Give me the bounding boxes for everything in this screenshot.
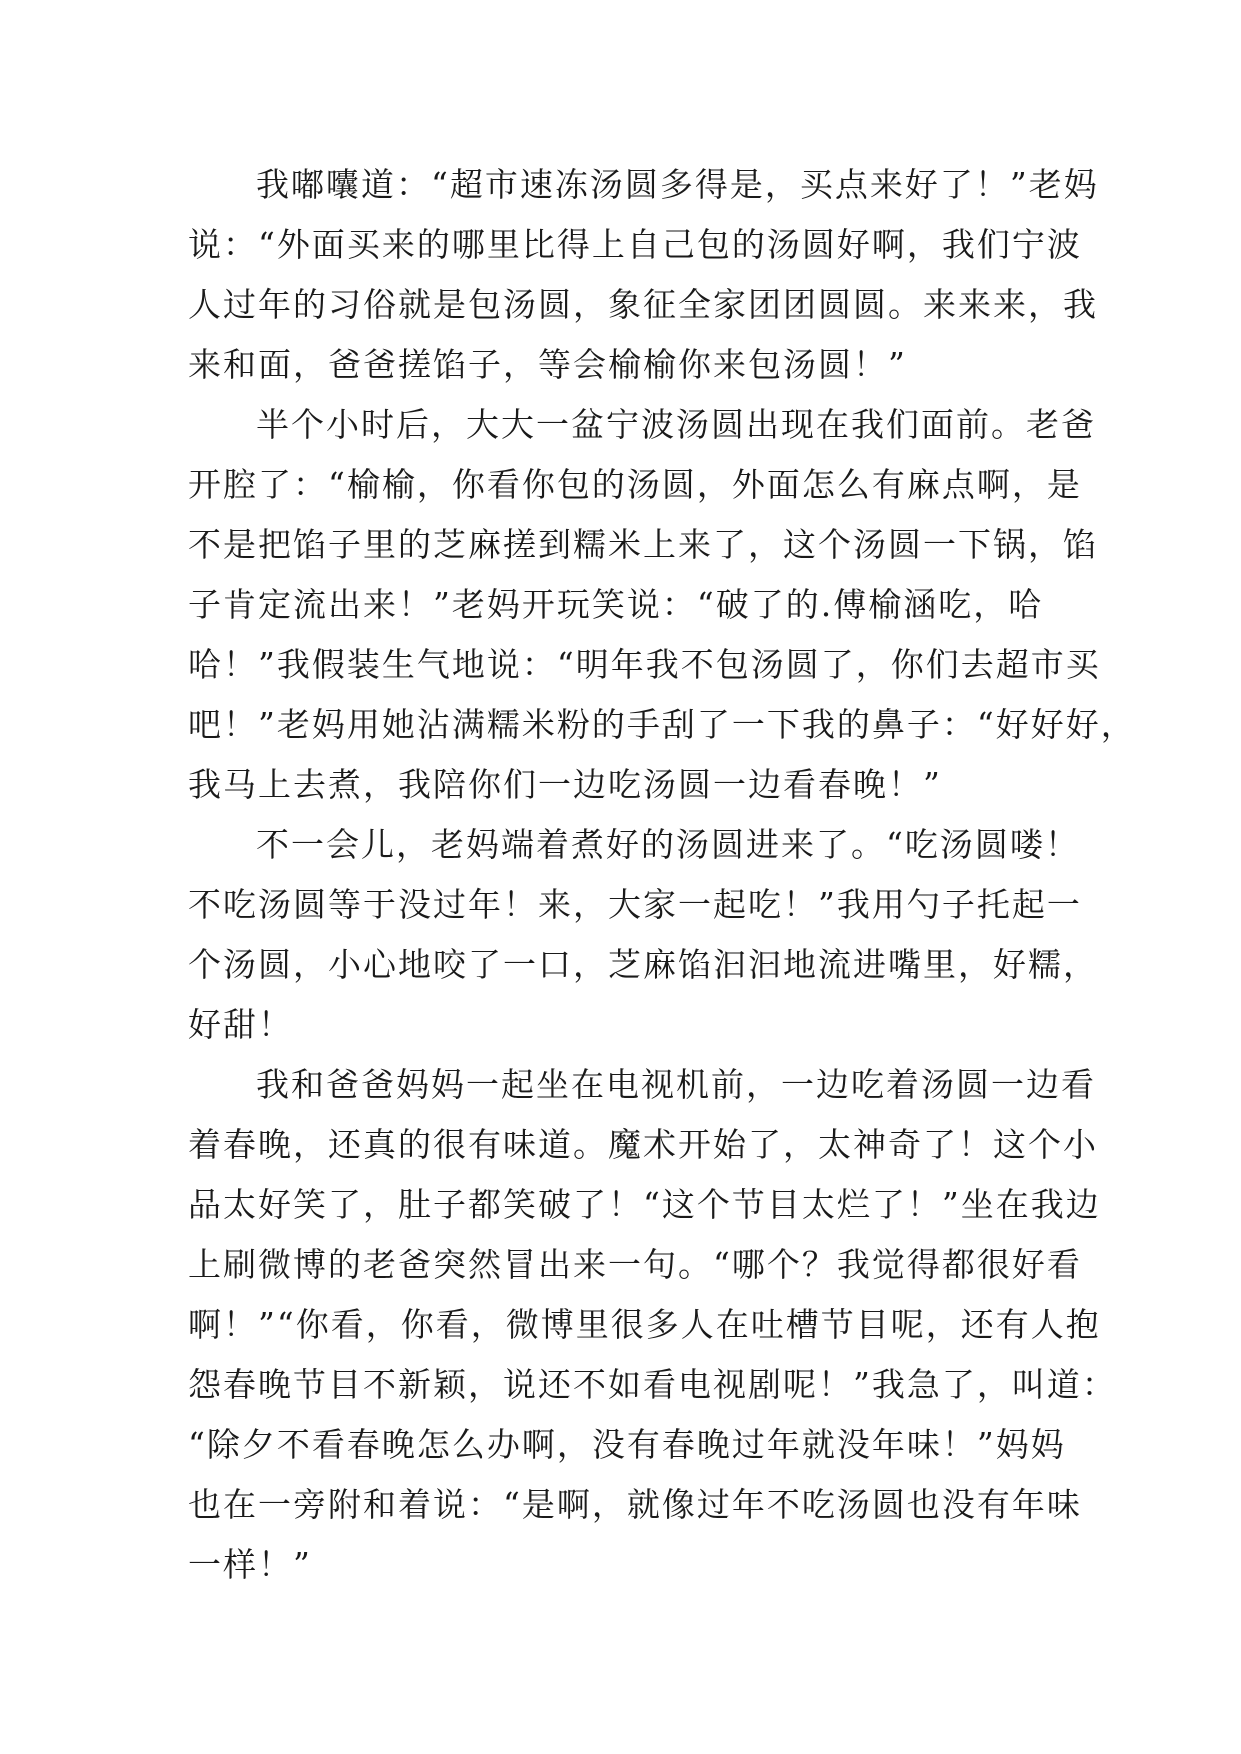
paragraph-3-line-2: 不吃汤圆等于没过年！来，大家一起吃！”我用勺子托起一 — [188, 885, 1082, 924]
paragraph-2-line-1: 半个小时后，大大一盆宁波汤圆出现在我们面前。老爸 — [256, 405, 1096, 444]
paragraph-2-line-6: 吧！”老妈用她沾满糯米粉的手刮了一下我的鼻子：“好好好， — [188, 705, 1136, 744]
paragraph-4-line-5: 啊！”“你看，你看，微博里很多人在吐槽节目呢，还有人抱 — [188, 1305, 1101, 1344]
paragraph-4-line-6: 怨春晚节目不新颖，说还不如看电视剧呢！”我急了，叫道： — [188, 1365, 1117, 1404]
paragraph-4-line-9: 一样！” — [188, 1545, 312, 1584]
paragraph-1-line-1: 我嘟囔道：“超市速冻汤圆多得是，买点来好了！”老妈 — [256, 165, 1099, 204]
paragraph-2-line-5: 哈！”我假装生气地说：“明年我不包汤圆了，你们去超市买 — [188, 645, 1101, 684]
paragraph-1-line-2: 说：“外面买来的哪里比得上自己包的汤圆好啊，我们宁波 — [188, 225, 1082, 264]
paragraph-4-line-2: 着春晚，还真的很有味道。魔术开始了，太神奇了！这个小 — [188, 1125, 1098, 1164]
paragraph-2-line-2: 开腔了：“榆榆，你看你包的汤圆，外面怎么有麻点啊，是 — [188, 465, 1082, 504]
paragraph-2-line-7: 我马上去煮，我陪你们一边吃汤圆一边看春晚！” — [188, 765, 942, 804]
paragraph-3-line-3: 个汤圆，小心地咬了一口，芝麻馅汩汩地流进嘴里，好糯， — [188, 945, 1098, 984]
paragraph-4-line-3: 品太好笑了，肚子都笑破了！“这个节目太烂了！”坐在我边 — [188, 1185, 1101, 1224]
paragraph-4-line-1: 我和爸爸妈妈一起坐在电视机前，一边吃着汤圆一边看 — [256, 1065, 1096, 1104]
paragraph-4-line-7: “除夕不看春晚怎么办啊，没有春晚过年就没年味！”妈妈 — [188, 1425, 1066, 1464]
paragraph-4-line-8: 也在一旁附和着说：“是啊，就像过年不吃汤圆也没有年味 — [188, 1485, 1082, 1524]
paragraph-2-line-3: 不是把馅子里的芝麻搓到糯米上来了，这个汤圆一下锅，馅 — [188, 525, 1098, 564]
paragraph-4-line-4: 上刷微博的老爸突然冒出来一句。“哪个？我觉得都很好看 — [188, 1245, 1082, 1284]
paragraph-1-line-3: 人过年的习俗就是包汤圆，象征全家团团圆圆。来来来，我 — [188, 285, 1098, 324]
paragraph-2-line-4: 子肯定流出来！”老妈开玩笑说：“破了的.傅榆涵吃，哈 — [188, 585, 1044, 624]
paragraph-3-line-4: 好甜！ — [188, 1005, 293, 1044]
paragraph-1-line-4: 来和面，爸爸搓馅子，等会榆榆你来包汤圆！” — [188, 345, 907, 384]
paragraph-3-line-1: 不一会儿，老妈端着煮好的汤圆进来了。“吃汤圆喽！ — [256, 825, 1080, 864]
